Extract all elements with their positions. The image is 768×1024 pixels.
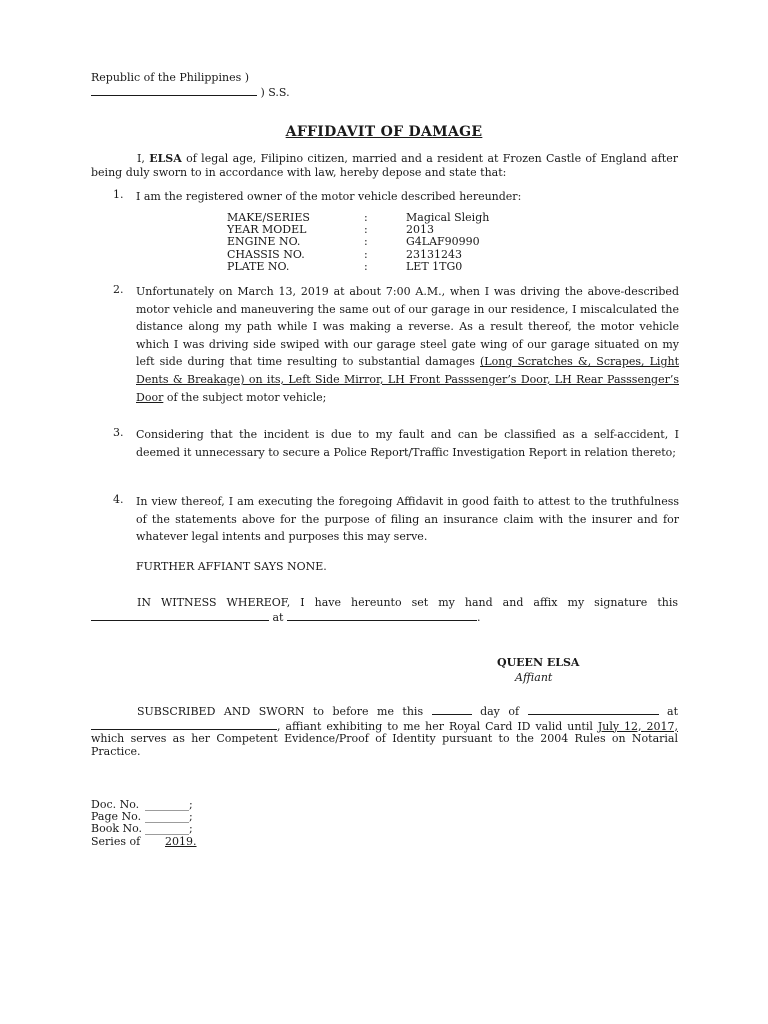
document-title: AFFIDAVIT OF DAMAGE [285, 124, 483, 140]
jurat-month-blank [528, 704, 659, 715]
item-3-text: Considering that the incident is due to my fault and can be classified as a self-accident, I deemed it unnecessary to secure a Police Report/Traffic Investigation Report in relation thereto; [136, 428, 679, 459]
spec-sep: : [364, 247, 368, 261]
venue-line-2 [91, 85, 290, 99]
witness-at: at [272, 611, 284, 624]
spec-value: 2013 [406, 223, 434, 237]
intro-pre: I, [137, 152, 150, 165]
spec-row [227, 249, 489, 261]
jurat-paragraph [91, 704, 678, 758]
spec-sep: : [364, 235, 368, 249]
spec-label: ENGINE NO. [227, 235, 301, 249]
spec-sep: : [364, 259, 368, 273]
jurat-text-5: which serves as her Competent Evidence/Proof of Identity pursuant to the 2004 Rules on Notarial Practice. [91, 732, 678, 758]
witness-paragraph [91, 596, 678, 625]
spec-label: MAKE/SERIES [227, 211, 310, 224]
item-2-text [136, 283, 679, 406]
spec-value: LET 1TG0 [406, 259, 463, 273]
spec-row [227, 236, 489, 248]
venue-blank [91, 85, 257, 96]
intro-paragraph [91, 152, 678, 180]
affiant-name-inline: ELSA [149, 152, 182, 165]
notarial-series-cell [145, 836, 197, 848]
notarial-label: Series of [91, 834, 141, 848]
notarial-row [91, 836, 197, 848]
spec-sep: : [364, 223, 368, 237]
jurat-text-3: at [667, 705, 679, 718]
further-affiant: FURTHER AFFIANT SAYS NONE. [136, 560, 327, 573]
id-validity-date: July 12, 2017, [597, 719, 678, 733]
notarial-series-value: 2019. [165, 834, 197, 848]
affiant-signature-block [497, 656, 579, 686]
item-2-number: 2. [113, 283, 124, 296]
item-2-text-a: Unfortunately on March 13, 2019 at about 7:00 A.M., when I was driving the above-described motor vehicle and maneuvering the same out of our garage in our residence, I miscalculated the distance along my path while I was making a reverse. As a result thereof, the motor vehicle which I was driving side swiped with our garage steel gate wing of our garage situated on my left side during that time resulting to substantial damages [136, 285, 679, 369]
spec-label: CHASSIS NO. [227, 247, 305, 261]
notarial-label: Book No. [91, 822, 143, 836]
jurat-text-2: day of [471, 705, 528, 718]
spec-value: 23131243 [406, 247, 462, 261]
item-2-text-b: of the subject motor vehicle; [163, 390, 327, 404]
notarial-label: Page No. [91, 810, 142, 824]
item-4-number: 4. [113, 493, 124, 506]
spec-sep: : [364, 211, 368, 224]
venue-ss: ) S.S. [260, 86, 290, 99]
jurat-text-4: , affiant exhibiting to me her Royal Card ID valid until [277, 719, 598, 733]
item-1-text: I am the registered owner of the motor vehicle described hereunder: [136, 190, 522, 203]
spec-value: G4LAF90990 [406, 235, 480, 249]
spec-label: PLATE NO. [227, 259, 290, 273]
spec-row [227, 261, 489, 273]
damage-description: (Long Scratches &, Scrapes, Light Dents & Breakage) on its, Left Side Mirror, LH Front Passsenger’s Door, LH Rear Passsenger’s Door [136, 355, 679, 404]
jurat-text-1: SUBSCRIBED AND SWORN to before me this [137, 705, 432, 718]
jurat-day-blank [432, 704, 472, 715]
notarial-value: ________; [145, 798, 193, 811]
witness-text: IN WITNESS WHEREOF, I have hereunto set my hand and affix my signature this [137, 596, 678, 609]
notarial-label: Doc. No. [91, 798, 140, 811]
affiant-name: QUEEN ELSA [497, 656, 580, 669]
witness-place-blank [287, 610, 477, 621]
spec-value: Magical Sleigh [406, 211, 490, 224]
venue-block [91, 71, 290, 99]
witness-end: . [476, 611, 481, 624]
spec-label: YEAR MODEL [227, 223, 307, 237]
item-4-text: In view thereof, I am executing the foregoing Affidavit in good faith to attest to the truthfulness of the statements above for the purpose of filing an insurance claim with the insurer and for whatever legal intents and purposes this may serve. [136, 495, 679, 544]
jurat-place-blank [91, 719, 277, 730]
notarial-value: ________; [145, 822, 193, 836]
witness-date-blank [91, 610, 269, 621]
notarial-value: ________; [145, 810, 193, 824]
item-3-number: 3. [113, 426, 124, 439]
intro-post: of legal age, Filipino citizen, married and a resident at Frozen Castle of England after being duly sworn to in accordance with law, hereby depose and state that: [91, 152, 678, 179]
affiant-role: Affiant [515, 670, 553, 684]
venue-line-1: Republic of the Philippines ) [91, 71, 250, 84]
notarial-details [91, 799, 197, 848]
vehicle-specs [227, 212, 489, 273]
item-1-number: 1. [113, 188, 124, 201]
